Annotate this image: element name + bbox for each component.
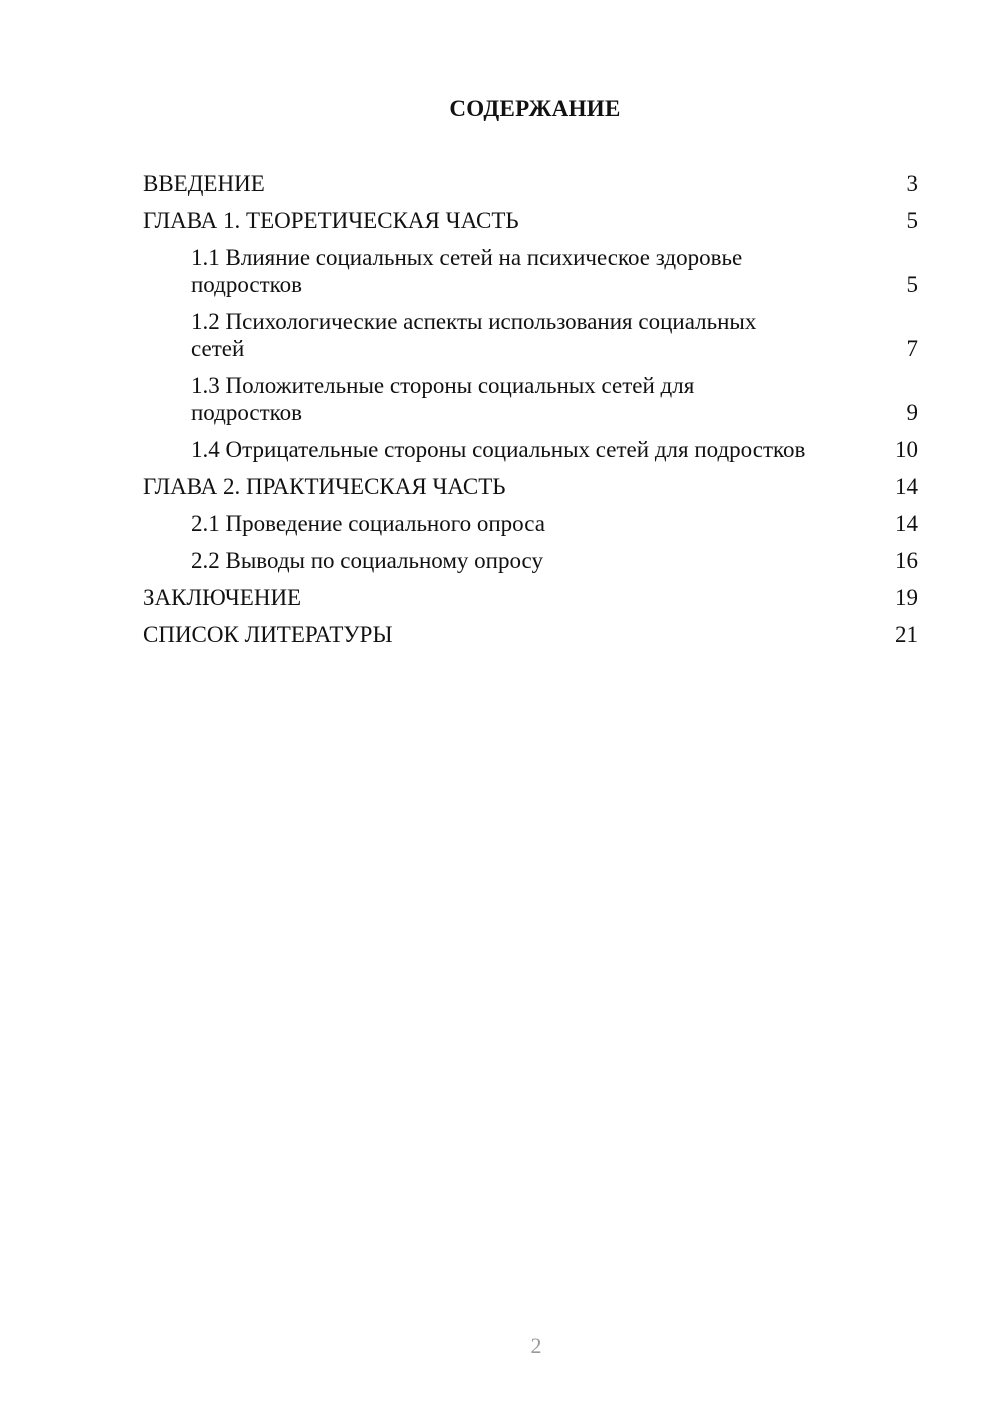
toc-item-page: 19 (895, 585, 918, 610)
toc-item-label: СПИСОК ЛИТЕРАТУРЫ (143, 622, 393, 647)
toc-item-label: 1.3 Положительные стороны социальных сетей для подростков (191, 373, 695, 425)
toc-item-label: 2.1 Проведение социального опроса (191, 511, 545, 536)
toc-item-chapter-1[interactable] (143, 207, 918, 234)
toc-item-page: 5 (906, 272, 918, 297)
toc-item-section-1-2[interactable] (143, 308, 918, 362)
toc-item-section-2-2[interactable] (143, 547, 918, 574)
toc-item-label: 2.2 Выводы по социальному опросу (191, 548, 543, 573)
toc-item-page: 10 (895, 437, 918, 462)
toc-item-label: 1.1 Влияние социальных сетей на психическое здоровье подростков (191, 245, 743, 297)
page-title: СОДЕРЖАНИЕ (449, 96, 621, 121)
toc-item-conclusion[interactable] (143, 584, 918, 611)
toc-item-page: 5 (906, 208, 918, 233)
toc-item-chapter-2[interactable] (143, 473, 918, 500)
toc-item-page: 3 (906, 171, 918, 196)
toc-item-references[interactable] (143, 621, 918, 648)
toc-item-page: 9 (906, 400, 918, 425)
table-of-contents (143, 170, 918, 658)
toc-item-section-1-3[interactable] (143, 372, 918, 426)
toc-item-section-2-1[interactable] (143, 510, 918, 537)
toc-item-introduction[interactable] (143, 170, 918, 197)
toc-item-page: 21 (895, 622, 918, 647)
toc-item-label: ГЛАВА 1. ТЕОРЕТИЧЕСКАЯ ЧАСТЬ (143, 208, 519, 233)
toc-item-label: 1.4 Отрицательные стороны социальных сетей для подростков (191, 437, 806, 462)
toc-item-label: ЗАКЛЮЧЕНИЕ (143, 585, 302, 610)
toc-item-page: 14 (895, 474, 918, 499)
toc-item-label: ВВЕДЕНИЕ (143, 171, 265, 196)
toc-item-page: 7 (906, 336, 918, 361)
toc-item-section-1-4[interactable] (143, 436, 918, 463)
page-number: 2 (530, 1333, 542, 1358)
toc-item-page: 14 (895, 511, 918, 536)
toc-item-label: 1.2 Психологические аспекты использования социальных сетей (191, 309, 757, 361)
toc-item-page: 16 (895, 548, 918, 573)
toc-item-section-1-1[interactable] (143, 244, 918, 298)
toc-item-label: ГЛАВА 2. ПРАКТИЧЕСКАЯ ЧАСТЬ (143, 474, 506, 499)
